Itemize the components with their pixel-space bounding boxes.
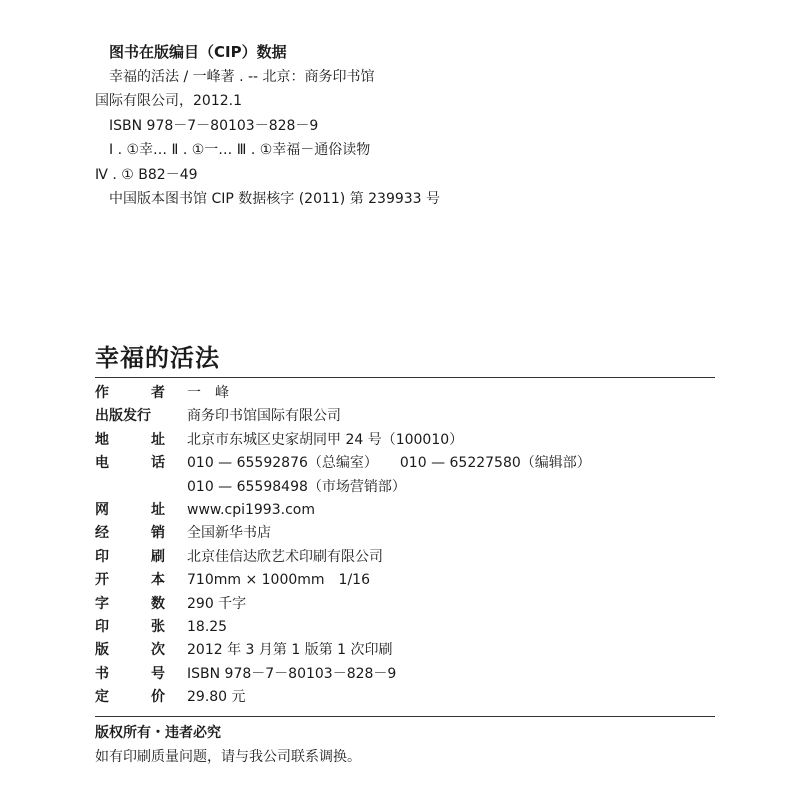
cip-classification-line: Ⅳ . ① B82－49 xyxy=(95,166,198,183)
printer-label: 印 刷 xyxy=(95,548,165,565)
row-address xyxy=(95,429,715,452)
author-label: 作 者 xyxy=(95,385,165,401)
row-price xyxy=(95,686,715,709)
format-label: 开 本 xyxy=(95,572,165,589)
edition-value: 2012 年 3 月第 1 版第 1 次印刷 xyxy=(187,642,393,659)
cip-subject-line: Ⅰ . ①幸… Ⅱ . ①一… Ⅲ . ①幸福－通俗读物 xyxy=(109,142,371,158)
phone-editorial-dept: 010 — 65227580（编辑部） xyxy=(399,455,591,472)
distributor-label: 经 销 xyxy=(95,525,165,542)
row-edition xyxy=(95,639,715,662)
phone-editorial-office: 010 — 65592876（总编室） xyxy=(187,455,378,472)
cip-isbn-line: ISBN 978－7－80103－828－9 xyxy=(109,117,319,134)
publisher-label: 出版发行 xyxy=(95,408,151,425)
edition-label: 版 次 xyxy=(95,642,165,659)
colophon-block xyxy=(95,343,715,769)
cip-record-line: 中国版本图书馆 CIP 数据核字 (2011) 第 239933 号 xyxy=(109,191,441,207)
isbn-label: 书 号 xyxy=(95,665,165,682)
row-wordcount xyxy=(95,593,715,616)
row-distributor xyxy=(95,522,715,545)
publisher-value: 商务印书馆国际有限公司 xyxy=(187,408,341,425)
sheets-label: 印 张 xyxy=(95,619,165,636)
row-website xyxy=(95,499,715,522)
printer-value: 北京佳信达欣艺术印刷有限公司 xyxy=(187,548,383,565)
author-value: 一 峰 xyxy=(187,385,229,401)
distributor-value: 全国新华书店 xyxy=(187,525,271,542)
address-label: 地 址 xyxy=(95,431,165,448)
price-value: 29.80 元 xyxy=(187,689,246,706)
row-format xyxy=(95,569,715,592)
row-printer xyxy=(95,546,715,569)
cip-heading: 图书在版编目（CIP）数据 xyxy=(109,43,287,61)
row-publisher xyxy=(95,405,715,428)
book-title: 幸福的活法 xyxy=(95,343,220,372)
copyright-notice: 版权所有・违者必究 xyxy=(95,724,221,741)
bottom-divider xyxy=(95,716,715,717)
website-label: 网 址 xyxy=(95,502,165,519)
cip-publisher-line: 国际有限公司，2012.1 xyxy=(95,93,242,109)
cip-block xyxy=(95,40,715,212)
quality-notice: 如有印刷质量问题，请与我公司联系调换。 xyxy=(95,748,361,765)
phone-marketing: 010 — 65598498（市场营销部） xyxy=(187,478,406,495)
phone-label: 电 话 xyxy=(95,455,165,472)
phone-value xyxy=(187,452,715,475)
price-label: 定 价 xyxy=(95,689,165,706)
row-isbn xyxy=(95,663,715,686)
top-divider xyxy=(95,377,715,378)
cip-title-line: 幸福的活法 / 一峰著 . -- 北京：商务印书馆 xyxy=(109,68,375,85)
sheets-value: 18.25 xyxy=(187,619,228,636)
row-phone xyxy=(95,452,715,475)
wordcount-value: 290 千字 xyxy=(187,595,247,612)
row-sheets xyxy=(95,616,715,639)
website-value: www.cpi1993.com xyxy=(187,502,315,519)
format-value: 710mm × 1000mm 1/16 xyxy=(187,572,370,589)
isbn-value: ISBN 978－7－80103－828－9 xyxy=(187,665,397,682)
row-phone-continued xyxy=(95,476,715,499)
address-value: 北京市东城区史家胡同甲 24 号（100010） xyxy=(187,431,464,448)
wordcount-label: 字 数 xyxy=(95,595,165,612)
row-author xyxy=(95,382,715,405)
